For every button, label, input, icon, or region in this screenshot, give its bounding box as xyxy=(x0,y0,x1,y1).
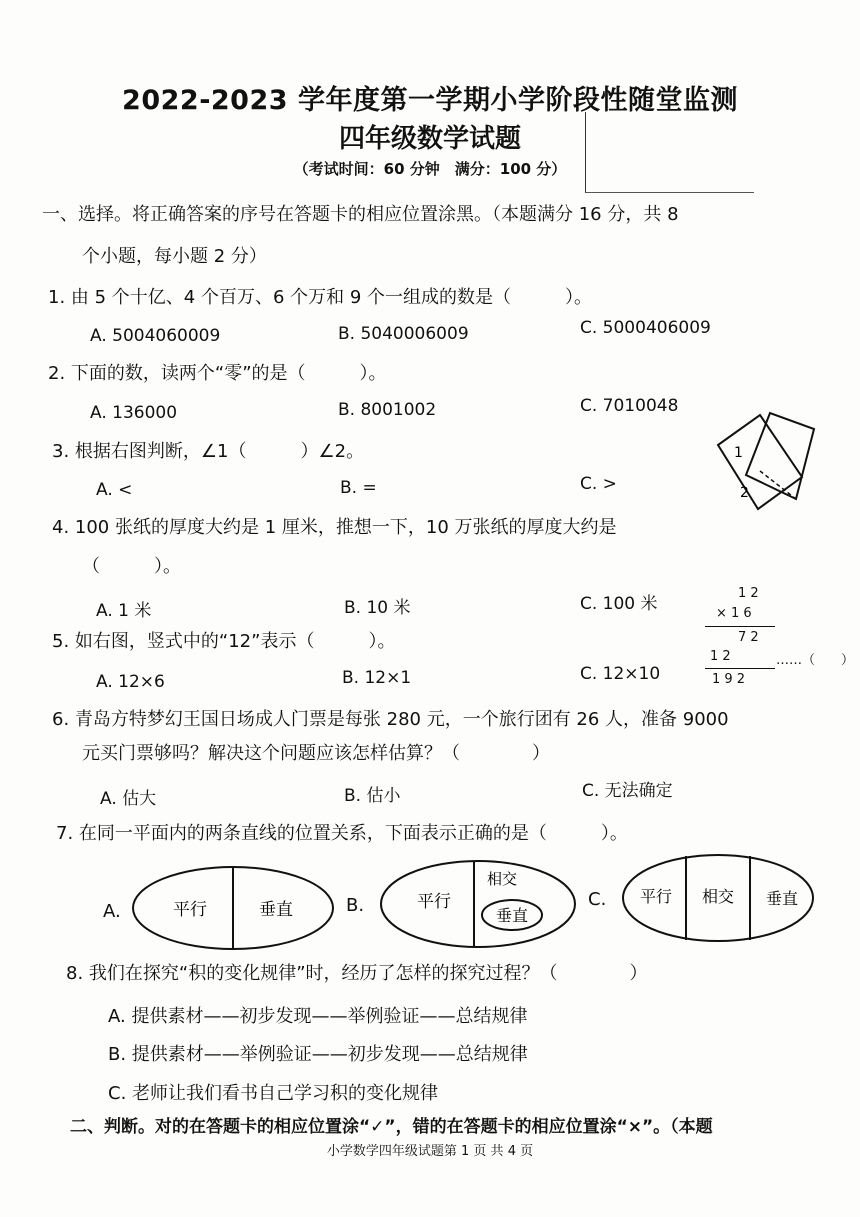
q5-option-a: A. 12×6 xyxy=(96,672,165,692)
q5-option-c: C. 12×10 xyxy=(580,664,661,684)
vertical-multiplier: × 1 6 xyxy=(716,606,752,621)
angle-1-label: 1 xyxy=(734,445,743,461)
q5-option-b: B. 12×1 xyxy=(342,668,412,688)
q1-option-b: B. 5040006009 xyxy=(338,324,469,344)
q3-option-b: B. = xyxy=(340,478,377,498)
q2-text: 2. 下面的数，读两个“零”的是（ ）。 xyxy=(48,363,387,384)
vertical-result: 1 9 2 xyxy=(712,672,746,687)
q8-text: 8. 我们在探究“积的变化规律”时，经历了怎样的探究过程？（ ） xyxy=(66,963,648,984)
q7-b-parallel: 平行 xyxy=(417,892,451,912)
page-footer: 小学数学四年级试题第 1 页 共 4 页 xyxy=(326,1144,534,1159)
section1-heading-line1: 一、选择。将正确答案的序号在答题卡的相应位置涂黑。（本题满分 16 分，共 8 xyxy=(42,204,679,225)
q1-text: 1. 由 5 个十亿、4 个百万、6 个万和 9 个一组成的数是（ ）。 xyxy=(48,287,593,308)
q7-option-c-label: C. xyxy=(588,889,607,910)
exam-subtitle: 四年级数学试题 xyxy=(338,124,521,154)
q6-text-line1: 6. 青岛方特梦幻王国日场成人门票是每张 280 元，一个旅行团有 26 人，准备 9000 xyxy=(52,709,729,730)
vertical-line-2 xyxy=(705,668,775,669)
q4-text-line2: （ ）。 xyxy=(82,556,181,577)
q6-text-line2: 元买门票够吗？解决这个问题应该怎样估算？（ ） xyxy=(82,743,550,764)
q1-option-c: C. 5000406009 xyxy=(580,318,711,338)
q7-option-a-label: A. xyxy=(103,901,121,922)
vertical-partial1: 7 2 xyxy=(738,630,759,645)
score-box xyxy=(585,112,754,193)
q8-option-c: C. 老师让我们看书自己学习积的变化规律 xyxy=(108,1083,439,1104)
vertical-top: 1 2 xyxy=(738,586,759,601)
q8-option-b: B. 提供素材——举例验证——初步发现——总结规律 xyxy=(108,1044,528,1065)
q1-option-a: A. 5004060009 xyxy=(90,326,221,346)
angle-2-label: 2 xyxy=(740,485,749,501)
vertical-line-1 xyxy=(705,626,775,627)
q3-text: 3. 根据右图判断，∠1（ ）∠2。 xyxy=(52,441,365,462)
q7-c-intersect: 相交 xyxy=(701,887,735,906)
q4-option-c: C. 100 米 xyxy=(580,594,658,614)
q2-option-b: B. 8001002 xyxy=(338,400,437,420)
vertical-partial2: 1 2 xyxy=(710,649,731,664)
q7-option-b-label: B. xyxy=(346,895,365,916)
q7-diagram-b xyxy=(378,858,578,950)
vertical-partial2-tail: ……（ ） xyxy=(776,653,855,668)
q4-option-a: A. 1 米 xyxy=(96,601,152,621)
q4-option-b: B. 10 米 xyxy=(344,598,411,618)
q4-text-line1: 4. 100 张纸的厚度大约是 1 厘米，推想一下，10 万张纸的厚度大约是 xyxy=(52,517,617,538)
q7-a-perpendicular: 垂直 xyxy=(259,900,293,920)
angle-figure xyxy=(712,405,822,515)
q6-option-b: B. 估小 xyxy=(344,786,401,806)
q7-b-intersect: 相交 xyxy=(486,870,518,888)
section1-heading-line2: 个小题，每小题 2 分） xyxy=(82,246,267,267)
exam-title: 2022-2023 学年度第一学期小学阶段性随堂监测 xyxy=(122,85,738,116)
q3-option-a: A. < xyxy=(96,480,133,500)
q6-option-c: C. 无法确定 xyxy=(582,781,673,801)
q6-option-a: A. 估大 xyxy=(100,789,157,809)
q5-text: 5. 如右图，竖式中的“12”表示（ ）。 xyxy=(52,631,396,652)
q2-option-a: A. 136000 xyxy=(90,403,178,423)
q7-b-perpendicular: 垂直 xyxy=(495,906,529,925)
q3-option-c: C. > xyxy=(580,474,617,494)
section2-heading: 二、判断。对的在答题卡的相应位置涂“✓”，错的在答题卡的相应位置涂“×”。（本题 xyxy=(70,1117,713,1137)
q2-option-c: C. 7010048 xyxy=(580,396,679,416)
q7-text: 7. 在同一平面内的两条直线的位置关系，下面表示正确的是（ ）。 xyxy=(56,823,628,844)
q7-c-perpendicular: 垂直 xyxy=(765,889,799,908)
q8-option-a: A. 提供素材——初步发现——举例验证——总结规律 xyxy=(108,1006,528,1027)
q7-c-parallel: 平行 xyxy=(639,887,673,906)
q7-a-parallel: 平行 xyxy=(173,900,207,920)
exam-info: （考试时间：60 分钟 满分：100 分） xyxy=(293,160,567,178)
q7-diagram-a xyxy=(130,864,336,952)
q7-diagram-c xyxy=(620,852,816,944)
